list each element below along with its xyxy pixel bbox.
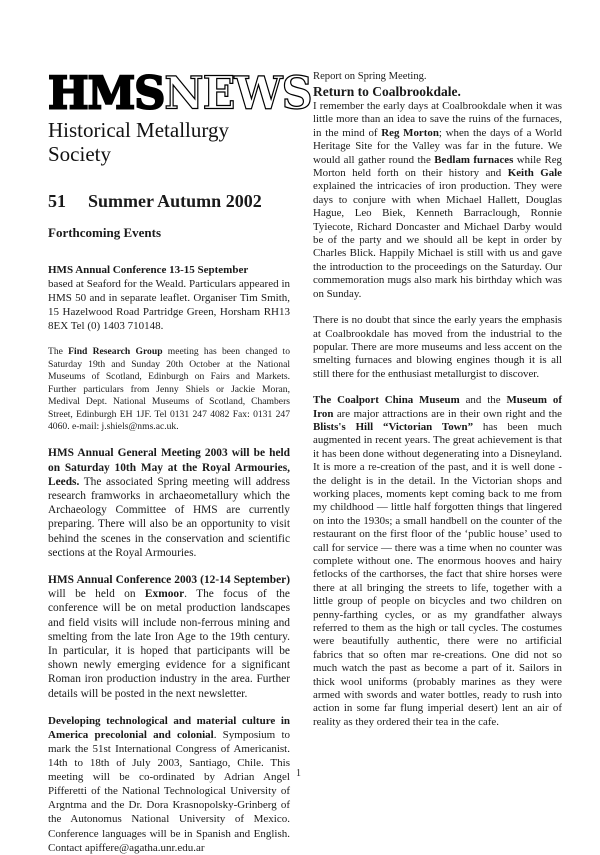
bold-name: Bedlam furnaces	[434, 153, 514, 166]
event-body: based at Seaford for the Weald. Particulars appeared in HMS 50 and in separate leaflet. Organiser Tim Smith, 15 Hazelwood Road Partridge Green, Horsham RH13 8EX Tel (0) 1403 710148.	[48, 278, 290, 333]
event-find-research-group	[48, 346, 290, 433]
bold-name: Keith Gale	[507, 167, 562, 180]
hmsnews-logo	[48, 67, 312, 121]
section-title-forthcoming-events: Forthcoming Events	[48, 225, 162, 240]
article-paragraph-2: There is no doubt that since the early years the emphasis at Coalbrookdale has moved from the industrial to the popular. There are more museums and less accent on the smelting furnaces and blowing engines though it is all still there for the enthusiast metallurgist to discover.	[313, 314, 562, 380]
text-run: ; when the days of a World Heritage Site for the Valley was far in the future. We would all gather round the	[313, 126, 562, 166]
article-paragraph-3	[313, 394, 562, 729]
text-run: has been much augmented in recent years. The great achievement is that it has been done without degenerating into a Disneyland. It is more a re-creation of the past, and it is well done - the delight is in the detail. In the Victorian shops and working places, moments kept coming back to me from my childhood — little half forgotten things that lingered on into the 1930s; a small handbell on the counter of the restaurant on the first floor of the ‘public house’ used to call for service — there was a time when no counter was complete without one. The enormous hooves and hairy fetlocks of the carthorses, the fact that shire horses were there at all bringing the streets to life, together with a little group of people on bicycles and two children on penny-farthing cycles, or as my grandfather always referred to them as the high or tall cycles. The costumes were beautifully authentic, there were no artificial fabrics that so often mar re-creations. One did not so much watch the past as become a part of it. Sailors in thick wool uniforms (probably marines as they were armed with swords and water bottles, ready to rush into action in some far flung imperial desert) lent an air of reality as they ordered their tea in the cafe.	[313, 420, 562, 728]
event-heading: HMS Annual General Meeting 2003 will be held on Saturday 10th May at the Royal Armouries, Leeds.	[48, 447, 290, 488]
society-name: Historical Metallurgy Society	[48, 118, 229, 166]
event-body-a: will be held on	[48, 588, 145, 601]
event-body: The associated Spring meeting will address research framworks in archaeometallury which the Archaeology Committee of HMS are currently preparing. There will also be an opportunity to visit behind the scenes in the conservation and scientific sections at the Royal Armouries.	[48, 475, 290, 559]
article-title: Return to Coalbrookdale.	[313, 84, 461, 99]
event-heading: Developing technological and material culture in America precolonial and colonial	[48, 714, 290, 741]
event-body: . The focus of the conference will be on metal production landscapes and field visits will include non-ferrous mining and smelting from the late Iron Age to the 19th century. In particular, it is hoped that participants will be shown newly emerging evidence for a significant Roman iron production industry in the area. Further details will be posted in the next newsletter.	[48, 588, 290, 700]
bold-name: Reg Morton	[381, 126, 439, 139]
issue-number: 51	[48, 191, 66, 211]
bold-name: Blists's Hill “Victorian Town”	[313, 420, 474, 433]
text-run: I remember the early days at Coalbrookdale when it was little more than an idea to save the ruins of the furnaces, in the mind of	[313, 100, 562, 139]
event-location: Exmoor	[144, 588, 185, 601]
report-label: Report on Spring Meeting.	[313, 71, 427, 82]
article-paragraph-1	[313, 100, 562, 301]
bold-name: The Coalport China Museum	[313, 394, 460, 407]
event-heading: HMS Annual Conference 13-15 September	[48, 264, 249, 276]
event-body-prefix: The	[48, 346, 69, 358]
page-number: 1	[296, 768, 301, 779]
event-heading: Find Research Group	[68, 346, 163, 358]
event-body: meeting has been changed to Saturday 19th and Sunday 20th October at the National Museums of Scotland, Edinburgh on Fairs and Markets. Further particulars from Jenny Shiels or Jackie Moran, Medival Dept. National Museums of Scotland, Chambers Street, Edinburgh EH 1JF. Tel 0131 247 4082 Fax: 0131 247 4060. e-mail: j.shiels@nms.ac.uk.	[48, 346, 290, 432]
right-column	[313, 70, 562, 729]
event-hms-agm-2003	[48, 446, 290, 560]
event-americanist-symposium	[48, 714, 290, 855]
event-heading: HMS Annual Conference 2003 (12-14 September)	[48, 573, 290, 586]
text-run: explained the intricacies of iron production. They were days to conjure with when Michael Hallett, Douglas Hague, Leo Biek, Kenneth Barraclough, Ronnie Tyiecote, Richard Doncaster and Michael Darby would be of the party and we should all be kept in order by Charles Blick. Happily Michael is still with us and gave the introduction to the proceedings on the Saturday. Our commemoration mugs also mark his birthday which was on Sunday.	[313, 180, 562, 300]
event-hms-annual-conference-2002	[48, 263, 290, 333]
logo-hms: HMS	[48, 67, 165, 121]
issue-title: Summer Autumn 2002	[88, 191, 262, 211]
logo-news: NEWS	[164, 67, 312, 121]
text-run: while Reg Morton held forth on their history and	[313, 153, 562, 180]
event-hms-annual-conference-2003	[48, 573, 290, 701]
bold-name: Museum of Iron	[313, 394, 562, 420]
event-body: . Symposium to mark the 51st International Congress of Americanist. 14th to 18th of July 2003, Santiago, Chile. This meeting will be co-ordinated by Adrian Angel Pifferetti of the National Technological University of Argntma and the Dr. Dora Krasnopolsky-Grinberg of the Autonomus National University of Mexico. Conference languages will be in Spanish and English. Contact apiffere@agatha.unr.edu.ar	[48, 728, 290, 854]
left-column	[48, 67, 312, 855]
issue-heading	[48, 190, 290, 212]
text-run: are major attractions are in their own right and the	[333, 407, 562, 420]
text-run: and the	[459, 394, 507, 407]
